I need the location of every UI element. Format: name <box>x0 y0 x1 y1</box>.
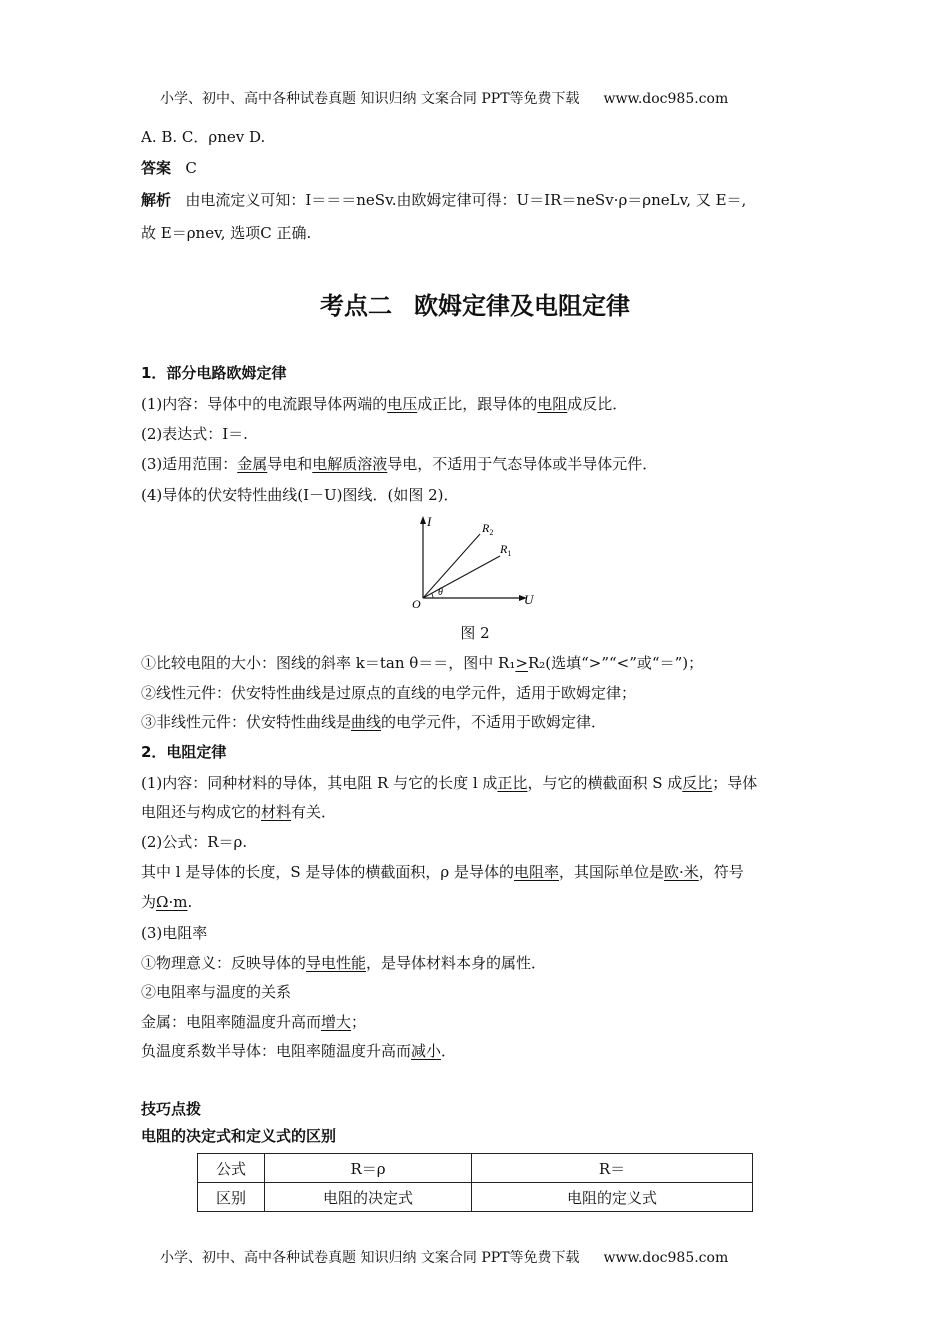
ohm-line-1: (1)内容：导体中的电流跟导体两端的电压成正比，跟导体的电阻成反比． <box>141 395 628 413</box>
answer-label: 答案 <box>141 159 172 177</box>
point-2: ②线性元件：伏安特性曲线是过原点的直线的电学元件，适用于欧姆定律； <box>141 684 637 702</box>
table-cell: 电阻的定义式 <box>472 1183 753 1212</box>
tips-heading: 技巧点拨 <box>141 1100 202 1118</box>
line-r2 <box>423 534 480 598</box>
footer-url: www.doc985.com <box>603 1250 729 1266</box>
analysis-line-2: 故 E＝ρnev, 选项C 正确. <box>141 224 312 242</box>
table-cell: 电阻的决定式 <box>265 1183 472 1212</box>
ohm-line-2: (2)表达式：I＝. <box>141 425 248 443</box>
resist-line-6: (3)电阻率 <box>141 924 208 942</box>
ohm-line-4: (4)导体的伏安特性曲线(I－U)图线．(如图 2)． <box>141 486 459 504</box>
resist-line-5: 为Ω·m. <box>141 893 193 911</box>
section-title-number: 考点二 <box>320 292 392 320</box>
page-header <box>160 88 728 108</box>
analysis-label: 解析 <box>141 191 172 209</box>
resist-line-8: ②电阻率与温度的关系 <box>141 983 292 1001</box>
table-cell: R＝ <box>472 1154 753 1183</box>
axis-label-u: U <box>524 592 534 607</box>
resist-line-7: ①物理意义：反映导体的导电性能，是导体材料本身的属性． <box>141 954 547 972</box>
ohm-line-3: (3)适用范围：金属导电和电解质溶液导电，不适用于气态导体或半导体元件． <box>141 455 658 473</box>
footer-text: 小学、初中、高中各种试卷真题 知识归纳 文案合同 PPT等免费下载 <box>160 1250 580 1266</box>
table-cell: R＝ρ <box>265 1154 472 1183</box>
point-1: ①比较电阻的大小：图线的斜率 k＝tan θ＝＝，图中 R₁>R₂(选填“>”“<”或“＝”)； <box>141 654 704 672</box>
header-text: 小学、初中、高中各种试卷真题 知识归纳 文案合同 PPT等免费下载 <box>160 91 580 107</box>
answer-value: C <box>185 159 197 177</box>
resist-line-3: (2)公式：R＝ρ. <box>141 833 248 851</box>
table-cell: 公式 <box>198 1154 265 1183</box>
section-title <box>0 286 950 321</box>
header-url: www.doc985.com <box>603 91 729 107</box>
iu-figure <box>400 512 550 612</box>
resist-line-2: 电阻还与构成它的材料有关． <box>141 803 337 821</box>
table-cell: 区别 <box>198 1183 265 1212</box>
axis-label-i: I <box>427 514 432 529</box>
resist-heading: 2．电阻定律 <box>141 743 227 761</box>
table-row <box>198 1154 753 1183</box>
resist-line-9: 金属：电阻率随温度升高而增大； <box>141 1013 367 1031</box>
comparison-table <box>197 1153 753 1212</box>
y-axis-arrow <box>420 516 426 524</box>
point-3: ③非线性元件：伏安特性曲线是曲线的电学元件，不适用于欧姆定律． <box>141 713 607 731</box>
theta-label: θ <box>438 587 443 598</box>
resist-line-10: 负温度系数半导体：电阻率随温度升高而减小． <box>141 1042 457 1060</box>
page-footer <box>160 1247 728 1267</box>
origin-label: O <box>412 597 421 611</box>
tips-subheading: 电阻的决定式和定义式的区别 <box>141 1127 337 1145</box>
analysis-text-1: 由电流定义可知：I＝＝＝neSv.由欧姆定律可得：U＝IR＝neSv·ρ＝ρneLv, 又 E＝, <box>185 191 747 209</box>
line-r1 <box>423 556 500 598</box>
section-title-text: 欧姆定律及电阻定律 <box>414 292 630 320</box>
answer-line <box>141 157 197 179</box>
angle-arc <box>432 593 433 598</box>
ohm-heading: 1．部分电路欧姆定律 <box>141 364 287 382</box>
options-line: A. B. C．ρnev D. <box>141 128 266 146</box>
label-r2: $R_2$ <box>482 521 494 537</box>
resist-line-1: (1)内容：同种材料的导体，其电阻 R 与它的长度 l 成正比，与它的横截面积 S 成反比；导体 <box>141 774 758 792</box>
figure-caption: 图 2 <box>460 624 490 642</box>
label-r1: $R_1$ <box>500 542 512 558</box>
resist-line-4: 其中 l 是导体的长度，S 是导体的横截面积，ρ 是导体的电阻率，其国际单位是欧·米，符号 <box>141 863 744 881</box>
table-row <box>198 1183 753 1212</box>
analysis-line-1 <box>141 189 746 211</box>
